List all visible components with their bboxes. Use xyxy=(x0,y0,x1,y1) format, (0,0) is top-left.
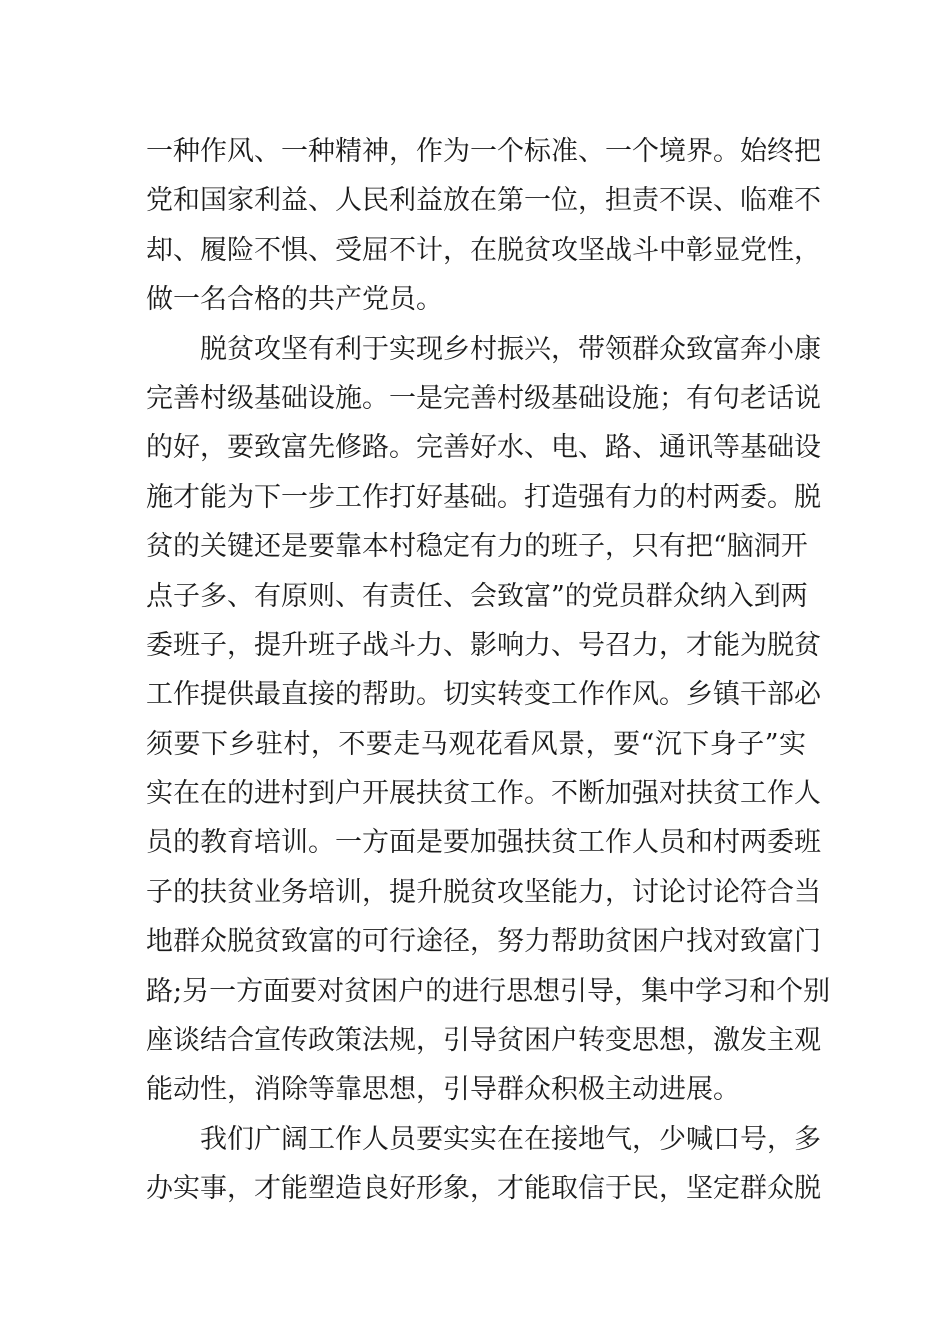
text-line: 员的教育培训。一方面是要加强扶贫工作人员和村两委班 xyxy=(146,827,821,859)
text-line: 的好，要致富先修路。完善好水、电、路、通讯等基础设 xyxy=(146,432,821,464)
text-line: 须要下乡驻村，不要走马观花看风景，要“沉下身子”实 xyxy=(146,728,806,760)
text-line: 路;另一方面要对贫困户的进行思想引导，集中学习和个别 xyxy=(146,975,831,1007)
text-line: 子的扶贫业务培训，提升脱贫攻坚能力，讨论讨论符合当 xyxy=(146,876,821,908)
text-line: 一种作风、一种精神，作为一个标准、一个境界。始终把 xyxy=(146,136,821,167)
text-line: 却、履险不惧、受屈不计，在脱贫攻坚战斗中彰显党性， xyxy=(146,234,821,266)
text-line: 实在在的进村到户开展扶贫工作。不断加强对扶贫工作人 xyxy=(146,778,821,810)
text-line: 地群众脱贫致富的可行途径，努力帮助贫困户找对致富门 xyxy=(146,926,821,958)
text-line: 完善村级基础设施。一是完善村级基础设施；有句老话说 xyxy=(146,382,821,414)
text-line: 委班子，提升班子战斗力、影响力、号召力，才能为脱贫 xyxy=(146,629,821,661)
text-line: 脱贫攻坚有利于实现乡村振兴，带领群众致富奔小康 xyxy=(200,333,821,365)
text-line: 我们广阔工作人员要实实在在接地气，少喊口号，多 xyxy=(200,1123,821,1155)
paragraph-2 xyxy=(146,325,831,1115)
text-line: 施才能为下一步工作打好基础。打造强有力的村两委。脱 xyxy=(146,481,821,513)
text-line: 点子多、有原则、有责任、会致富”的党员群众纳入到两 xyxy=(146,580,808,612)
paragraph-3 xyxy=(146,1115,821,1214)
text-line: 办实事，才能塑造良好形象，才能取信于民，坚定群众脱 xyxy=(146,1173,821,1205)
text-line: 贫的关键还是要靠本村稳定有力的班子，只有把“脑洞开 xyxy=(146,531,808,563)
text-line: 能动性，消除等靠思想，引导群众积极主动进展。 xyxy=(146,1074,740,1106)
text-line: 座谈结合宣传政策法规，引导贫困户转变思想，激发主观 xyxy=(146,1025,821,1057)
body-text xyxy=(146,127,831,1214)
text-line: 工作提供最直接的帮助。切实转变工作作风。乡镇干部必 xyxy=(146,679,821,711)
paragraph-1 xyxy=(146,127,821,325)
text-line: 党和国家利益、人民利益放在第一位，担责不误、临难不 xyxy=(146,185,821,217)
text-line: 做一名合格的共产党员。 xyxy=(146,284,443,316)
